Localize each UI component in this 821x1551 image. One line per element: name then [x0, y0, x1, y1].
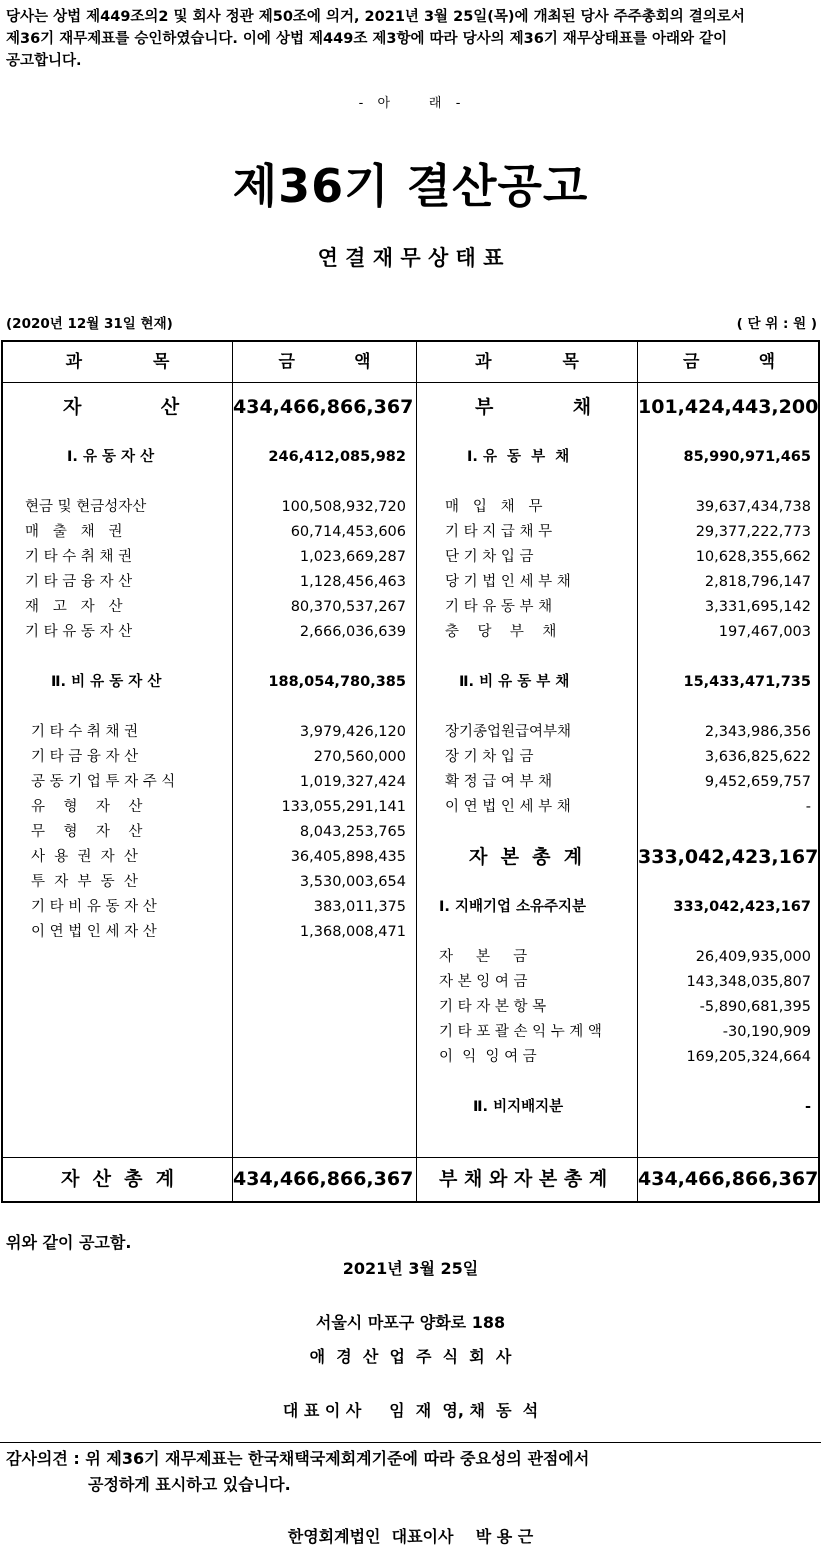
right-row-amount: 9,452,659,757 [704, 774, 811, 790]
left-row-amount: 3,530,003,654 [299, 874, 406, 890]
total-divider [3, 1157, 818, 1158]
left-row-label: 재 고 자 산 [25, 599, 123, 615]
right-row-label: Ⅱ. 비지배지분 [473, 1099, 564, 1115]
right-row-label: 기 타 유 동 부 채 [445, 599, 553, 615]
right-row-label: 장기종업원급여부채 [445, 724, 572, 740]
left-row-label: 유 형 자 산 [31, 799, 143, 815]
right-row-amount: 333,042,423,167 [673, 899, 811, 915]
left-row-label: 무 형 자 산 [31, 824, 143, 840]
audit-divider [0, 1442, 821, 1443]
right-row-amount: 3,331,695,142 [704, 599, 811, 615]
total-assets-amount: 434,466,866,367 [233, 1168, 414, 1190]
left-row-label: 자 산 [63, 396, 180, 418]
left-row-label: 사 용 권 자 산 [31, 849, 138, 865]
right-row-label: 장 기 차 입 금 [445, 749, 534, 765]
total-assets-label: 자 산 총 계 [61, 1168, 175, 1190]
auditor-signature: 한영회계법인 대표이사 박 용 근 [287, 1527, 534, 1546]
right-row-label: Ⅰ. 지배기업 소유주지분 [439, 899, 587, 915]
right-row-label: 기 타 자 본 항 목 [439, 999, 547, 1015]
left-row-amount: 1,023,669,287 [299, 549, 406, 565]
left-row-amount: 100,508,932,720 [281, 499, 406, 515]
intro-line-2: 제36기 재무제표를 승인하였습니다. 이에 상법 제449조 제3항에 따라 당사의 제36기 재무상태표를 아래와 같이 [6, 31, 728, 47]
right-row-amount: 101,424,443,200 [638, 396, 819, 418]
left-row-label: 매 출 채 권 [25, 524, 123, 540]
header-right-amount: 금 액 [682, 352, 776, 372]
right-row-amount: - [804, 1099, 811, 1115]
left-row-amount: 188,054,780,385 [268, 674, 406, 690]
unit-label: ( 단 위 : 원 ) [736, 316, 817, 332]
right-row-amount: 3,636,825,622 [704, 749, 811, 765]
right-row-label: 기 타 지 급 채 무 [445, 524, 553, 540]
left-row-amount: 36,405,898,435 [290, 849, 406, 865]
left-row-amount: 133,055,291,141 [281, 799, 406, 815]
right-row-label: 자 본 총 계 [469, 846, 583, 868]
column-divider [416, 342, 417, 1201]
intro-paragraph [6, 6, 818, 72]
left-row-label: 공 동 기 업 투 자 주 식 [31, 774, 176, 790]
total-liab-equity-amount: 434,466,866,367 [638, 1168, 819, 1190]
right-row-label: 이 익 잉 여 금 [439, 1049, 537, 1065]
header-left-item: 과 목 [65, 352, 170, 372]
left-row-amount: 2,666,036,639 [299, 624, 406, 640]
right-row-label: 부 채 [475, 396, 592, 418]
right-row-amount: -30,190,909 [722, 1024, 811, 1040]
left-row-label: Ⅱ. 비 유 동 자 산 [51, 674, 162, 690]
left-row-label: 기 타 금 융 자 산 [31, 749, 139, 765]
right-row-label: Ⅱ. 비 유 동 부 채 [459, 674, 570, 690]
intro-line-1: 당사는 상법 제449조의2 및 회사 정관 제50조에 의거, 2021년 3월 25일(목)에 개최된 당사 주주총회의 결의로서 [6, 9, 745, 25]
right-row-amount: 10,628,355,662 [695, 549, 811, 565]
left-row-amount: 1,128,456,463 [299, 574, 406, 590]
left-row-amount: 8,043,253,765 [299, 824, 406, 840]
audit-opinion-line-2: 공정하게 표시하고 있습니다. [88, 1475, 291, 1494]
right-row-label: 이 연 법 인 세 부 채 [445, 799, 571, 815]
right-row-amount: - [805, 799, 811, 815]
page-title: 제36기 결산공고 [232, 159, 589, 213]
date-basis: (2020년 12월 31일 현재) [6, 316, 173, 332]
left-row-label: 기 타 유 동 자 산 [25, 624, 133, 640]
right-row-amount: 26,409,935,000 [695, 949, 811, 965]
left-row-label: 기 타 금 융 자 산 [25, 574, 133, 590]
left-row-amount: 1,019,327,424 [299, 774, 406, 790]
left-row-label: 기 타 수 취 채 권 [31, 724, 139, 740]
right-row-amount: -5,890,681,395 [699, 999, 811, 1015]
audit-opinion-line-1: 감사의견 : 위 제36기 재무제표는 한국채택국제회계기준에 따라 중요성의 관점에서 [6, 1449, 590, 1468]
left-row-label: 이 연 법 인 세 자 산 [31, 924, 157, 940]
right-row-label: 자 본 금 [439, 949, 528, 965]
announce-date: 2021년 3월 25일 [342, 1259, 479, 1278]
left-row-label: 기 타 수 취 채 권 [25, 549, 133, 565]
right-row-amount: 85,990,971,465 [683, 449, 811, 465]
right-row-amount: 2,818,796,147 [704, 574, 811, 590]
left-row-label: 현금 및 현금성자산 [25, 499, 147, 515]
right-row-amount: 15,433,471,735 [683, 674, 811, 690]
left-row-amount: 383,011,375 [313, 899, 406, 915]
header-right-item: 과 목 [475, 352, 579, 372]
header-left-amount: 금 액 [278, 352, 371, 372]
arae-separator: - 아 래 - [358, 96, 463, 111]
right-row-amount: 197,467,003 [718, 624, 811, 640]
right-row-label: 자 본 잉 여 금 [439, 974, 528, 990]
company-name: 애 경 산 업 주 식 회 사 [309, 1347, 512, 1366]
right-row-label: 단 기 차 입 금 [445, 549, 534, 565]
left-row-label: 기 타 비 유 동 자 산 [31, 899, 157, 915]
left-row-amount: 270,560,000 [313, 749, 406, 765]
ceo-names: 대 표 이 사 임 재 영, 채 동 석 [282, 1401, 539, 1420]
closing-statement: 위와 같이 공고함. [6, 1233, 132, 1252]
right-row-label: Ⅰ. 유 동 부 채 [467, 449, 570, 465]
left-row-amount: 434,466,866,367 [233, 396, 414, 418]
right-row-amount: 169,205,324,664 [686, 1049, 811, 1065]
company-address: 서울시 마포구 양화로 188 [315, 1313, 506, 1332]
right-row-label: 기 타 포 괄 손 익 누 계 액 [439, 1024, 602, 1040]
right-row-amount: 39,637,434,738 [695, 499, 811, 515]
right-row-label: 확 정 급 여 부 채 [445, 774, 553, 790]
right-row-amount: 333,042,423,167 [638, 846, 819, 868]
left-row-label: Ⅰ. 유 동 자 산 [67, 449, 155, 465]
left-row-amount: 246,412,085,982 [268, 449, 406, 465]
left-row-amount: 1,368,008,471 [299, 924, 406, 940]
right-row-label: 매 입 채 무 [445, 499, 543, 515]
right-row-amount: 143,348,035,807 [686, 974, 811, 990]
left-row-label: 투 자 부 동 산 [31, 874, 138, 890]
balance-sheet-table [1, 340, 820, 1203]
left-row-amount: 60,714,453,606 [290, 524, 406, 540]
intro-line-3: 공고합니다. [6, 53, 82, 69]
statement-subtitle: 연 결 재 무 상 태 표 [317, 246, 504, 270]
left-row-amount: 80,370,537,267 [290, 599, 406, 615]
total-liab-equity-label: 부 채 와 자 본 총 계 [439, 1168, 608, 1190]
left-row-amount: 3,979,426,120 [299, 724, 406, 740]
right-row-amount: 2,343,986,356 [704, 724, 811, 740]
right-row-amount: 29,377,222,773 [695, 524, 811, 540]
right-row-label: 충 당 부 채 [445, 624, 557, 640]
right-row-label: 당 기 법 인 세 부 채 [445, 574, 571, 590]
